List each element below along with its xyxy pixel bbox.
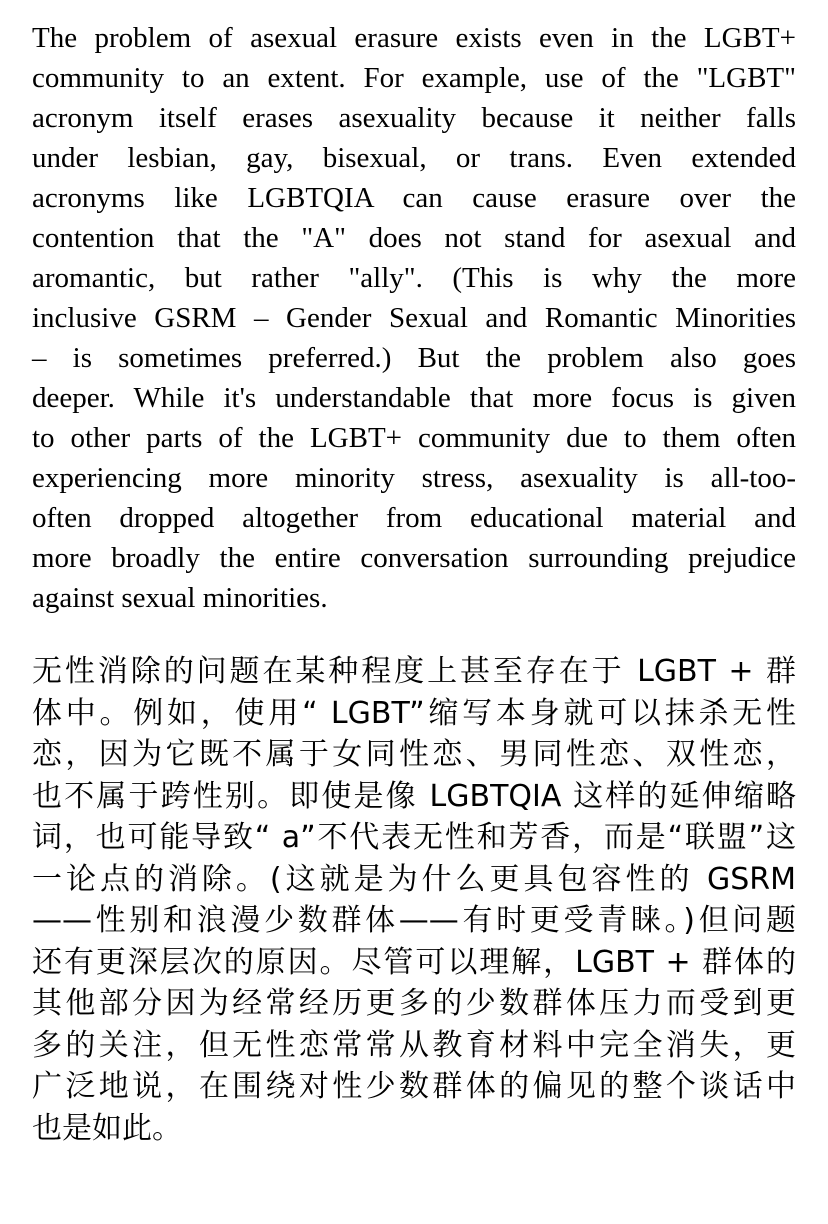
text-line: experiencing more minority stress, asexuality is all-too-	[32, 462, 796, 494]
text-line: inclusive GSRM – Gender Sexual and Romantic Minorities	[32, 302, 796, 334]
document-page	[32, 18, 796, 1146]
text-line: – is sometimes preferred.) But the problem also goes	[32, 342, 796, 374]
text-line: 也不属于跨性别。即使是像 LGBTQIA 这样的延伸缩略	[32, 778, 796, 814]
text-line: 词，也可能导致“ a”不代表无性和芳香，而是“联盟”这	[32, 820, 796, 855]
text-line: 广泛地说，在围绕对性少数群体的偏见的整个谈话中	[32, 1069, 796, 1104]
text-line: 一论点的消除。(这就是为什么更具包容性的 GSRM	[32, 861, 796, 897]
text-line: 恋，因为它既不属于女同性恋、男同性恋、双性恋，	[32, 737, 796, 772]
text-line: more broadly the entire conversation surrounding prejudice	[32, 542, 796, 574]
text-line: 也是如此。	[32, 1110, 182, 1146]
text-line: against sexual minorities.	[32, 582, 328, 614]
text-line: ——性别和浪漫少数群体——有时更受青睐。)但问题	[32, 903, 796, 938]
english-paragraph	[32, 18, 796, 618]
text-line: community to an extent. For example, use of the "LGBT"	[32, 62, 796, 94]
text-line: acronym itself erases asexuality because it neither falls	[32, 102, 796, 134]
text-line: acronyms like LGBTQIA can cause erasure over the	[32, 182, 796, 214]
text-line: to other parts of the LGBT+ community due to them often	[32, 422, 796, 454]
text-line: under lesbian, gay, bisexual, or trans. Even extended	[32, 142, 796, 174]
text-line: contention that the "A" does not stand for asexual and	[32, 222, 796, 254]
text-line: aromantic, but rather "ally". (This is why the more	[32, 262, 796, 294]
text-line: The problem of asexual erasure exists even in the LGBT+	[32, 22, 796, 54]
text-line: 多的关注，但无性恋常常从教育材料中完全消失，更	[32, 1027, 796, 1063]
text-line: 还有更深层次的原因。尽管可以理解，LGBT + 群体的	[32, 944, 796, 980]
text-line: 无性消除的问题在某种程度上甚至存在于 LGBT + 群	[32, 654, 796, 689]
chinese-paragraph	[32, 651, 796, 1149]
text-line: often dropped altogether from educational material and	[32, 502, 796, 534]
text-line: deeper. While it's understandable that more focus is given	[32, 382, 796, 414]
text-line: 其他部分因为经常经历更多的少数群体压力而受到更	[32, 986, 796, 1021]
text-line: 体中。例如，使用“ LGBT”缩写本身就可以抹杀无性	[32, 695, 796, 731]
